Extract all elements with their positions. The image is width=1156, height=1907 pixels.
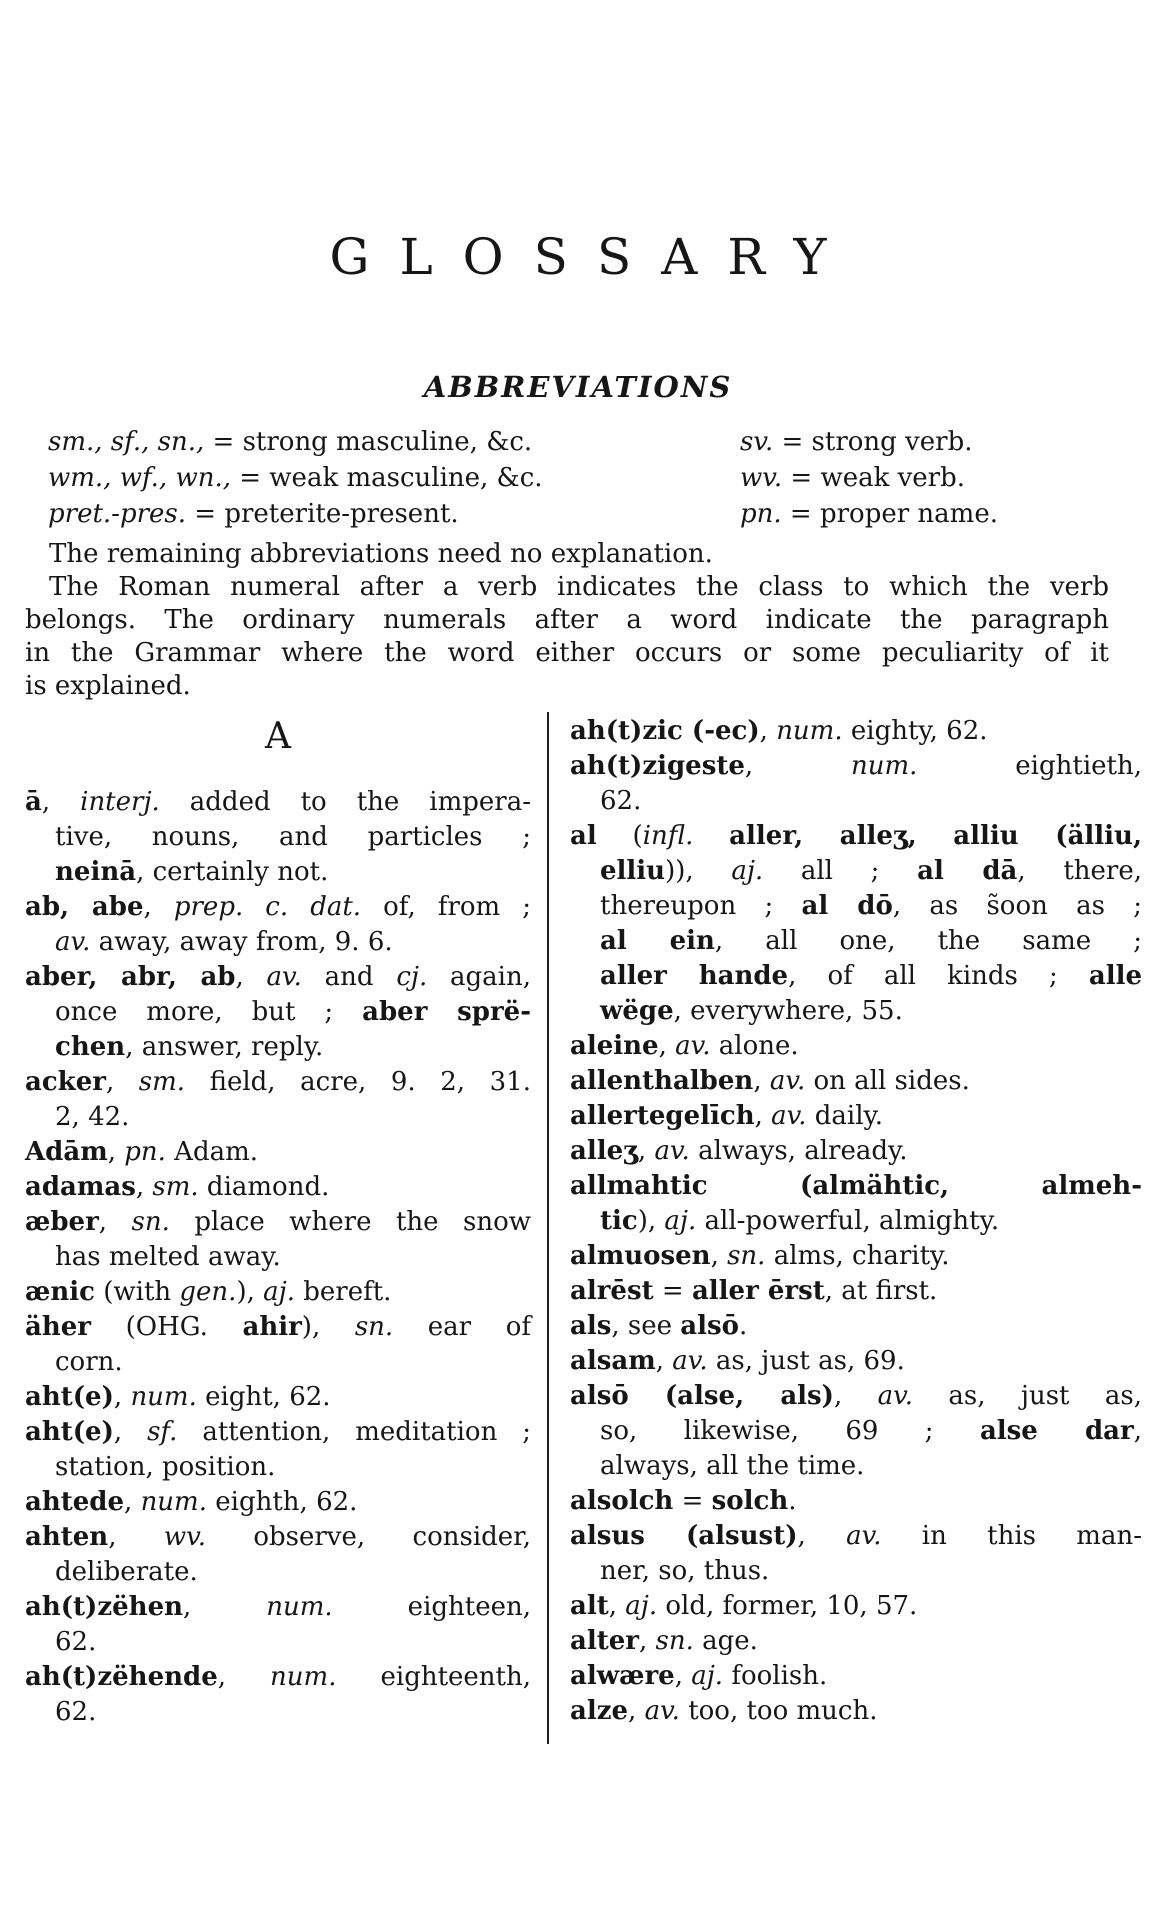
text-run: on all sides.: [805, 1066, 970, 1096]
grammar-tag: sn.: [131, 1207, 170, 1237]
headword: ænic: [25, 1277, 95, 1307]
text-run: (OHG.: [91, 1312, 243, 1342]
text-run: eighth, 62.: [206, 1487, 358, 1517]
text-run: away, away from, 9. 6.: [90, 927, 393, 957]
grammar-tag: wv.: [163, 1522, 206, 1552]
headword: allenthalben: [570, 1066, 754, 1096]
glossary-line: [570, 714, 1142, 749]
glossary-line: [570, 994, 1142, 1029]
glossary-line: [25, 960, 531, 995]
headword: aber, abr, ab: [25, 962, 236, 992]
text-run: ),: [301, 1312, 355, 1342]
intro-paragraphs: [25, 538, 1109, 703]
text-run: , of all kinds ;: [788, 961, 1089, 991]
text-run: (with: [94, 1277, 180, 1307]
headword: ah(t)zic (-ec): [570, 716, 760, 746]
glossary-line: [570, 924, 1142, 959]
text-run: = preterite-present.: [186, 499, 459, 529]
glossary-line: [25, 1590, 531, 1625]
text-run: ,: [217, 1662, 271, 1692]
text-run: , at first.: [824, 1276, 938, 1306]
text-run: , answer, reply.: [125, 1032, 324, 1062]
text-run: too, too much.: [679, 1696, 878, 1726]
intro-line: [25, 604, 1109, 637]
grammar-tag: num.: [140, 1487, 207, 1517]
grammar-tag: av.: [644, 1696, 680, 1726]
headword: aleine: [570, 1031, 659, 1061]
glossary-line: [570, 1449, 1142, 1484]
grammar-tag: sn.: [354, 1312, 394, 1342]
glossary-line: [570, 1064, 1142, 1099]
text-run: ,: [833, 1381, 878, 1411]
text-run: ,: [1133, 1416, 1142, 1446]
text-run: The Roman numeral after a verb indicates the class to which the verb: [49, 572, 1109, 602]
glossary-line: [25, 1660, 531, 1695]
headword: ah(t)zëhen: [25, 1592, 184, 1622]
text-run: ,: [107, 1137, 125, 1167]
text-run: ,: [655, 1346, 673, 1376]
text-run: always, already.: [689, 1136, 908, 1166]
text-run: ,: [105, 1067, 139, 1097]
headword: alrēst: [570, 1276, 654, 1306]
text-run: tive, nouns, and particles ;: [55, 822, 531, 852]
text-run: alone.: [710, 1031, 799, 1061]
intro-line: [25, 670, 1109, 703]
glossary-line: [25, 1310, 531, 1345]
glossary-line: [570, 854, 1142, 889]
headword: alt: [570, 1591, 609, 1621]
headword: tic: [600, 1206, 638, 1236]
grammar-tag: aj.: [625, 1591, 658, 1621]
headword: alsō: [680, 1311, 739, 1341]
text-run: , certainly not.: [136, 857, 329, 887]
section-letter: A: [265, 716, 291, 757]
text-run: diamond.: [198, 1172, 330, 1202]
text-run: ,: [135, 1172, 153, 1202]
grammar-tag: prep. c. dat.: [173, 892, 362, 922]
headword: alwære: [570, 1661, 675, 1691]
headword: adamas: [25, 1172, 136, 1202]
text-run: ,: [41, 787, 81, 817]
text-run: , as s̃oon as ;: [892, 891, 1143, 921]
headword: æber: [25, 1207, 99, 1237]
grammar-tag: aj.: [731, 856, 764, 886]
text-run: thereupon ;: [600, 891, 802, 921]
glossary-line: [25, 820, 531, 855]
glossary-line: [570, 1694, 1142, 1729]
headword: alsolch: [570, 1486, 674, 1516]
text-run: eighteen,: [332, 1592, 532, 1622]
text-run: ,: [113, 1382, 131, 1412]
grammar-tag: interj.: [80, 787, 160, 817]
text-run: observe, consider,: [205, 1522, 532, 1552]
headword: äher: [25, 1312, 91, 1342]
grammar-tag: cj.: [396, 962, 428, 992]
glossary-line: [25, 1240, 531, 1275]
text-run: eightieth,: [917, 751, 1142, 781]
page-title: GLOSSARY: [329, 228, 857, 286]
grammar-tag: num.: [266, 1592, 333, 1622]
headword: alleʒ: [570, 1136, 638, 1166]
headword: allmahtic (almähtic, almeh-: [570, 1171, 1142, 1201]
text-run: attention, meditation ;: [177, 1417, 531, 1447]
text-run: = proper name.: [781, 499, 998, 529]
text-run: ,: [628, 1696, 645, 1726]
headword: ahtede: [25, 1487, 125, 1517]
text-run: foolish.: [723, 1661, 828, 1691]
text-run: once more, but ;: [55, 997, 363, 1027]
abbreviations-heading: ABBREVIATIONS: [423, 370, 733, 404]
headword: acker: [25, 1067, 106, 1097]
abbreviation-right: [740, 460, 965, 496]
grammar-tag: sn.: [727, 1241, 766, 1271]
grammar-tag: num.: [130, 1382, 197, 1412]
grammar-tag: sv.: [740, 427, 774, 457]
glossary-line: [570, 1379, 1142, 1414]
glossary-line: [25, 1275, 531, 1310]
text-run: , there,: [1017, 856, 1142, 886]
glossary-line: [570, 819, 1142, 854]
text-run: old, former, 10, 57.: [657, 1591, 918, 1621]
glossary-column-left: [25, 785, 531, 1730]
headword: al: [570, 821, 597, 851]
text-run: , see: [611, 1311, 681, 1341]
grammar-tag: sf.: [147, 1417, 178, 1447]
text-run: ,: [608, 1591, 626, 1621]
glossary-line: [25, 785, 531, 820]
glossary-line: [25, 1450, 531, 1485]
headword: ahir: [242, 1312, 302, 1342]
glossary-line: [25, 1380, 531, 1415]
text-run: again,: [427, 962, 531, 992]
text-run: ,: [108, 1522, 164, 1552]
text-run: =: [653, 1276, 692, 1306]
text-run: age.: [693, 1626, 758, 1656]
glossary-line: [25, 1415, 531, 1450]
headword: alze: [570, 1696, 629, 1726]
text-run: ,: [113, 1417, 148, 1447]
grammar-tag: infl.: [642, 821, 694, 851]
headword: aller hande: [600, 961, 789, 991]
headword: ah(t)zigeste: [570, 751, 745, 781]
text-run: Adam.: [165, 1137, 259, 1167]
headword: alse dar: [979, 1416, 1134, 1446]
text-run: as, just as,: [913, 1381, 1142, 1411]
glossary-line: [25, 1695, 531, 1730]
text-run: ,: [759, 716, 777, 746]
grammar-tag: aj.: [664, 1206, 697, 1236]
glossary-line: [25, 1485, 531, 1520]
grammar-tag: pn.: [740, 499, 782, 529]
grammar-tag: sn.: [655, 1626, 694, 1656]
text-run: 62.: [600, 786, 642, 816]
text-run: 62.: [55, 1697, 97, 1727]
text-run: 2, 42.: [55, 1102, 130, 1132]
text-run: ,: [754, 1101, 772, 1131]
text-run: ,: [638, 1626, 656, 1656]
column-divider-rule: [547, 712, 549, 1744]
headword: wëge: [600, 996, 674, 1026]
headword: aber sprë-: [362, 997, 531, 1027]
text-run: corn.: [55, 1347, 123, 1377]
headword: alsus (alsust): [570, 1521, 798, 1551]
abbreviations-table: [48, 424, 1130, 532]
glossary-line: [570, 1239, 1142, 1274]
grammar-tag: av.: [769, 1066, 806, 1096]
text-run: ,: [674, 1661, 692, 1691]
headword: allertegelīch: [570, 1101, 755, 1131]
text-run: ),: [236, 1277, 264, 1307]
glossary-line: [570, 1029, 1142, 1064]
text-run: eighteenth,: [336, 1662, 532, 1692]
abbreviation-row: [48, 460, 1130, 496]
headword: aht(e): [25, 1382, 114, 1412]
grammar-tag: av.: [771, 1101, 807, 1131]
glossary-line: [25, 1170, 531, 1205]
headword: als: [570, 1311, 612, 1341]
glossary-line: [570, 1204, 1142, 1239]
abbreviation-left: [48, 499, 459, 529]
grammar-tag: av.: [55, 927, 91, 957]
abbreviation-right: [740, 424, 972, 460]
grammar-tag: av.: [675, 1031, 711, 1061]
text-run: belongs. The ordinary numerals after a word indicate the paragraph: [25, 605, 1109, 635]
headword: aller ērst: [691, 1276, 825, 1306]
headword: alsam: [570, 1346, 656, 1376]
text-run: )),: [665, 856, 732, 886]
grammar-tag: sm.: [138, 1067, 186, 1097]
headword: aller, alleʒ, alliu (älliu,: [729, 821, 1143, 851]
text-run: = weak masculine, &c.: [230, 463, 543, 493]
abbreviation-left: [48, 463, 543, 493]
text-run: deliberate.: [55, 1557, 198, 1587]
text-run: [693, 821, 729, 851]
text-run: station, position.: [55, 1452, 276, 1482]
glossary-line: [570, 784, 1142, 819]
text-run: ,: [183, 1592, 267, 1622]
glossary-line: [570, 1414, 1142, 1449]
grammar-tag: gen.: [179, 1277, 237, 1307]
text-run: added to the impera-: [159, 787, 531, 817]
text-run: = strong masculine, &c.: [204, 427, 533, 457]
grammar-tag: sm., sf., sn.,: [48, 427, 205, 457]
grammar-tag: wm., wf., wn.,: [48, 463, 231, 493]
text-run: = strong verb.: [773, 427, 973, 457]
headword: neinā: [55, 857, 137, 887]
text-run: ,: [753, 1066, 770, 1096]
text-run: eight, 62.: [196, 1382, 331, 1412]
text-run: field, acre, 9. 2, 31.: [185, 1067, 531, 1097]
text-run: ,: [98, 1207, 132, 1237]
abbreviation-row: [48, 496, 1130, 532]
grammar-tag: av.: [672, 1346, 708, 1376]
text-run: so, likewise, 69 ;: [600, 1416, 980, 1446]
text-run: has melted away.: [55, 1242, 281, 1272]
text-run: .: [788, 1486, 797, 1516]
grammar-tag: av.: [654, 1136, 690, 1166]
headword: alsō (alse, als): [570, 1381, 834, 1411]
text-run: ,: [797, 1521, 847, 1551]
grammar-tag: av.: [877, 1381, 914, 1411]
glossary-line: [570, 749, 1142, 784]
text-run: all ;: [763, 856, 918, 886]
glossary-line: [570, 1624, 1142, 1659]
headword: aht(e): [25, 1417, 114, 1447]
text-run: The remaining abbreviations need no explanation.: [49, 539, 713, 569]
grammar-tag: wv.: [740, 463, 783, 493]
text-run: ner, so, thus.: [600, 1556, 770, 1586]
text-run: ear of: [393, 1312, 531, 1342]
headword: almuosen: [570, 1241, 711, 1271]
text-run: ,: [637, 1136, 655, 1166]
glossary-line: [25, 1520, 531, 1555]
glossary-line: [570, 1519, 1142, 1554]
text-run: (: [596, 821, 643, 851]
text-run: daily.: [806, 1101, 884, 1131]
grammar-tag: pn.: [124, 1137, 166, 1167]
glossary-column-right: [570, 714, 1142, 1729]
glossary-line: [25, 1555, 531, 1590]
grammar-tag: av.: [266, 962, 302, 992]
headword: ab, abe: [25, 892, 144, 922]
text-run: ,: [658, 1031, 676, 1061]
text-run: alms, charity.: [765, 1241, 950, 1271]
text-run: .: [739, 1311, 748, 1341]
glossary-line: [25, 855, 531, 890]
glossary-line: [25, 1345, 531, 1380]
text-run: , everywhere, 55.: [673, 996, 903, 1026]
headword: al ein: [600, 926, 715, 956]
abbreviation-row: [48, 424, 1130, 460]
grammar-tag: num.: [851, 751, 918, 781]
text-run: and: [301, 962, 397, 992]
headword: elliu: [600, 856, 666, 886]
glossary-line: [25, 1030, 531, 1065]
grammar-tag: aj.: [691, 1661, 724, 1691]
glossary-line: [25, 890, 531, 925]
headword: al dā: [917, 856, 1018, 886]
glossary-line: [25, 1205, 531, 1240]
text-run: ),: [637, 1206, 665, 1236]
glossary-line: [570, 1274, 1142, 1309]
headword: alle: [1088, 961, 1142, 991]
headword: al dō: [801, 891, 893, 921]
glossary-line: [25, 925, 531, 960]
intro-line: [25, 571, 1109, 604]
text-run: all-powerful, almighty.: [696, 1206, 1000, 1236]
grammar-tag: sm.: [152, 1172, 199, 1202]
headword: ahten: [25, 1522, 109, 1552]
text-run: ,: [744, 751, 852, 781]
glossary-line: [570, 1134, 1142, 1169]
text-run: = weak verb.: [782, 463, 966, 493]
headword: alter: [570, 1626, 639, 1656]
headword: ā: [25, 787, 42, 817]
text-run: ,: [710, 1241, 728, 1271]
glossary-line: [570, 1554, 1142, 1589]
glossary-line: [570, 1309, 1142, 1344]
text-run: ,: [143, 892, 174, 922]
headword: ah(t)zëhende: [25, 1662, 218, 1692]
text-run: ,: [124, 1487, 141, 1517]
glossary-line: [570, 1589, 1142, 1624]
text-run: , all one, the same ;: [714, 926, 1142, 956]
text-run: of, from ;: [361, 892, 532, 922]
abbreviation-left: [48, 427, 532, 457]
glossary-line: [25, 1100, 531, 1135]
glossary-line: [25, 1625, 531, 1660]
glossary-line: [570, 1659, 1142, 1694]
intro-line: [25, 538, 1109, 571]
glossary-line: [25, 995, 531, 1030]
text-run: ,: [235, 962, 267, 992]
text-run: eighty, 62.: [842, 716, 988, 746]
grammar-tag: aj.: [263, 1277, 295, 1307]
headword: chen: [55, 1032, 126, 1062]
text-run: always, all the time.: [600, 1451, 865, 1481]
headword: Adām: [25, 1137, 108, 1167]
grammar-tag: num.: [270, 1662, 337, 1692]
text-run: in the Grammar where the word either occurs or some peculiarity of it: [25, 638, 1109, 668]
text-run: bereft.: [294, 1277, 392, 1307]
text-run: 62.: [55, 1627, 97, 1657]
text-run: as, just as, 69.: [707, 1346, 905, 1376]
glossary-line: [570, 1169, 1142, 1204]
glossary-line: [570, 959, 1142, 994]
text-run: place where the snow: [169, 1207, 531, 1237]
glossary-line: [570, 1099, 1142, 1134]
text-run: =: [673, 1486, 712, 1516]
text-run: in this man-: [881, 1521, 1142, 1551]
grammar-tag: av.: [846, 1521, 882, 1551]
abbreviation-right: [740, 496, 998, 532]
headword: solch: [711, 1486, 789, 1516]
glossary-line: [25, 1065, 531, 1100]
grammar-tag: pret.-pres.: [48, 499, 187, 529]
grammar-tag: num.: [776, 716, 843, 746]
text-run: is explained.: [25, 671, 191, 701]
glossary-line: [570, 889, 1142, 924]
glossary-line: [570, 1344, 1142, 1379]
glossary-line: [570, 1484, 1142, 1519]
glossary-line: [25, 1135, 531, 1170]
intro-line: [25, 637, 1109, 670]
